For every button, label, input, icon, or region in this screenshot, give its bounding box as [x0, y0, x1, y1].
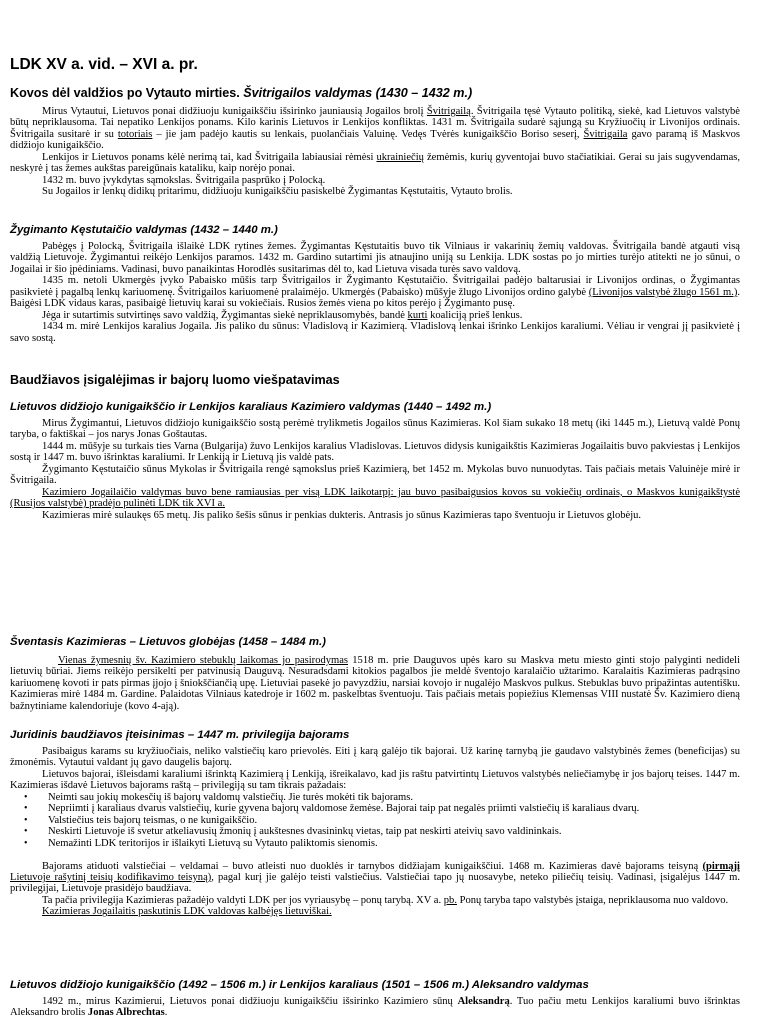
paragraph: Su Jogailos ir lenkų didikų pritarimu, didžiuoju kunigaikščiu pasiskelbė Žygimantas Kęstutaitis, Vytauto brolis. [42, 186, 513, 198]
text-run: Ponų taryba tapo valstybės įstaiga, nepriklausoma nuo valdovo. [456, 894, 729, 906]
document-title: LDK XV a. vid. – XVI a. pr. [10, 56, 198, 73]
text-run: . [164, 1007, 168, 1019]
text-run: koaliciją prieš lenkus. [427, 309, 523, 321]
section-body-zygimantas [10, 241, 740, 344]
underlined-text: ukrainiečių [376, 151, 424, 163]
underlined-text: Švitrigailą [426, 106, 471, 117]
paragraph [10, 310, 740, 321]
underlined-text: kurti [407, 309, 428, 321]
section-body-kovos [10, 106, 740, 198]
section-heading-zygimantas: Žygimanto Kęstutaičio valdymas (1432 – 1440 m.) [10, 224, 278, 236]
list-item: • Nepriimti į karaliaus dvarus valstiečių, kurie gyvena bajorų valdomose žemėse. Bajorai taip pat negalės priimti valstiečių iš karaliaus dvarų. [38, 803, 740, 814]
section-body-kazimieras [10, 418, 740, 521]
paragraph: Pasibaigus karams su kryžiuočiais, neliko valstiečių karo prievolės. Eiti į karą galėjo tik bajorai. Už karinę tarnybą jie gaudavo valstybinės žemes (beneficijas) su žmonėmis. Vytautui valdant jų gavo daugelis bajorų. [10, 746, 740, 769]
paragraph [10, 152, 740, 175]
paragraph [10, 861, 740, 895]
text-run: Mirus Vytautui, Lietuvos ponai didžiuoju kunigaikščiu išsirinko jauniausią Jogailos brolį [42, 106, 427, 117]
underlined-bold-text: (pirmąjį [702, 860, 740, 872]
paragraph: 1444 m. mūšyje su turkais ties Varna (Bulgarija) žuvo Lenkijos karalius Vladislovas. Lietuvos didysis kunigaikštis Kazimieras Jogailaitis buvo pakviestas į Lenkijos sostą ir 1447 m. buvo išrinktas karaliumi. Ir Lenkiją ir Lietuvą jis valdė pats. [10, 440, 740, 464]
spacer [10, 849, 740, 860]
paragraph [10, 895, 740, 906]
text-run: Ta pačia privilegija Kazimieras pažadėjo valdyti LDK per jos vyriausybę – ponų tarybą. XV a. [42, 894, 444, 906]
section-heading-juridinis: Juridinis baudžiavos įteisinimas – 1447 m. privilegija bajorams [10, 729, 350, 741]
text-run: . Baigėsi LDK vidaus karas, pasibaigė lietuvių karai su vokiečiais. Rusios žemės viena po kitos perėjo į Žygimanto pusę. [10, 286, 740, 310]
underlined-text: Lietuvoje rašytinį teisių kodifikavimo teisyną) [10, 871, 212, 883]
paragraph: Kazimieras mirė sulaukęs 65 metų. Jis paliko šešis sūnus ir penkias dukteris. Antrasis jo sūnus Kazimieras tapo šventuoju ir Lietuvos globėju. [42, 509, 642, 521]
section-body-juridinis [10, 746, 740, 918]
paragraph [10, 655, 740, 712]
text-run: 1518 m. prie Dauguvos upės karo su Maskva metu miesto ginti stojo palyginti nedideli lietuvių būriai. Jiems reikėjo persikelti per patvinusią Dauguvą. Nesuradsdami kitokios pagalbos jie meldė šventojo karalaičio užtarimo. Karalaitis Kazimieras padrąsino kariuomenę kovoti ir pats pirmas įjojo į šniokščiančią upę. Lietuviai pasekė jo pavyzdžiu, narsiai kovojo ir nugalėjo Maskvos pulkus. Stebuklas buvo pripažintas autentišku. Kazimieras mirė 1484 m. Gardine. Palaidotas Vilniaus katedroje ir 1602 m. paskelbtas šventuoju. Tais pačiais metais popiežius Klemensas VIII nustatė Šv. Kazimiero dieną bažnytiniame kalendoriuje (kovo 4-ają). [10, 655, 740, 712]
text-run: 1492 m., mirus Kazimierui, Lietuvos ponai didžiuoju kunigaikščiu išsirinko Kazimiero sūnų [42, 996, 458, 1007]
paragraph: Žygimanto Kęstutaičio sūnus Mykolas ir Švitrigaila rengė sąmokslus prieš Kazimierą, bet 1452 m. Mykolas buvo nunuodytas. Tais pačiais metais Valuinėje mirė ir Švitrigaila. [10, 463, 740, 487]
text-run: žemėmis, kurių gyventojai buvo stačiatikiai. Gerai su jais sugyvendamas, neskyrė į tas žemes aukštas pareigūnais kataliku, kaip norėjo ponai. [10, 151, 740, 175]
text-run: . Švitrigaila tęsė Vytauto politiką, siekė, kad Lietuvos valstybė būtų nepriklausoma. Tai nepatiko Lenkijos ponams. Kilo karinis Lietuvos ir Lenkijos konfliktas. 1431 m. Švitrigaila sudarė sąjungą su Kryžiuočių ir Livonijos ordinais. Švitrigaila susitarė ir su [10, 106, 740, 140]
section-heading-aleksandras: Lietuvos didžiojo kunigaikščio (1492 – 1506 m.) ir Lenkijos karaliaus (1501 – 1506 m.) Aleksandro valdymas [10, 979, 589, 991]
paragraph: Lietuvos bajorai, išleisdami karaliumi išrinktą Kazimierą į Lenkiją, išreikalavo, kad jis raštu patvirtintų Lietuvos valstybės neliečiamybę ir jos bajorų teises. 1447 m. Kazimieras išdavė Lietuvos bajorams raštą – privilegiją su tam tikrais pažadais: [10, 768, 740, 792]
section-heading-kovos [10, 86, 472, 100]
list-item: • Neskirti Lietuvoje iš svetur atkeliavusių žmonių į aukštesnes dvasininkų vietas, taip pat neskirti ateivių savo valdininkais. [38, 826, 740, 837]
text-run: Bajorams atiduoti valstiečiai – veldamai – buvo atleisti nuo duoklės ir tarnybos didžiajam kunigaikščiui. 1468 m. Kazimieras davė bajorams teisyną [42, 860, 703, 872]
section-heading-kazimieras: Lietuvos didžiojo kunigaikščio ir Lenkijos karaliaus Kazimiero valdymas (1440 – 1492 m.) [10, 401, 492, 413]
section-body-aleksandras [10, 996, 740, 1019]
paragraph: Pabėgęs į Polocką, Švitrigaila išlaikė LDK rytines žemes. Žygimantas Kęstutaitis buvo tik Vilniaus ir vakarinių žemių valdovas. Švitrigaila bandė atgauti visą valdžią Lietuvoje. Žygimantui reikėjo Lenkijos paramos. 1432 m. Gardino sutartimi jis atnaujino uniją su Lenkija. LDK sostas po jo mirties turėjo atitekti ne jo sūnui, o Jogailai ir šio įpėdiniams. Vadinasi, buvo panaikintas Horodlės susitarimas dėl to, kad Lietuva visada turės savo valdovą. [10, 241, 740, 275]
underlined-text: Kazimieras Jogailaitis paskutinis LDK valdovas kalbėjęs lietuviškai. [42, 906, 332, 918]
heading-italic-text: Švitrigailos valdymas (1430 – 1432 m.) [243, 86, 473, 100]
list-item: • Valstiečius teis bajorų teismas, o ne kunigaikščio. [38, 815, 740, 826]
privilege-list [10, 792, 740, 849]
underlined-text: Vienas žymesnių šv. Kazimiero stebuklų laikomas jo pasirodymas [58, 655, 349, 666]
underlined-text: totoriais [117, 128, 153, 140]
paragraph [10, 996, 740, 1019]
paragraph [10, 275, 740, 309]
text-run: 1435 m. netoli Ukmergės įvyko Pabaisko mūšis tarp Švitrigailos ir Žygimanto Kęstutaičio. Švitrigailai padėjo baltarusiai ir Livonijos ordinas, o Žygimantas pasikvietė į pagalbą lenkų kariuomenę. Švitrigailos kariuomenė pralaimėjo. Ukmergės (Pabaisko) mūšyje žlugo Livonijos ordino galybė [10, 275, 740, 298]
paragraph [10, 906, 740, 917]
underlined-text: pb. [443, 894, 457, 906]
text-run: – jie jam padėjo kautis su lenkais, puolančiais Valuinę. Vedęs Tvėrės kunigaikščio Boriso seserį, [152, 128, 584, 140]
paragraph: Mirus Žygimantui, Lietuvos didžiojo kunigaikščio sostą perėmė trylikmetis Jogailos sūnus Kazimieras. Kol šiam sukako 18 metų (iki 1445 m.), Lietuvą valdė Ponų taryba, o faktiškai – jos narys Jonas Goštautas. [10, 418, 740, 441]
text-run: gavo paramą iš Maskvos didžiojo kunigaikščio. [10, 128, 740, 152]
list-item: • Neimti sau jokių mokesčių iš bajorų valdomų valstiečių. Jie turės mokėti tik bajorams. [38, 792, 740, 803]
list-item: • Nemažinti LDK teritorijos ir išlaikyti Lietuvą su Vytauto paliktomis sienomis. [38, 838, 740, 849]
heading-text: Kovos dėl valdžios po Vytauto mirties. [10, 86, 244, 100]
bold-text: Jonas Albrechtas [87, 1007, 165, 1019]
paragraph: 1434 m. mirė Lenkijos karalius Jogaila. Jis paliko du sūnus: Vladislovą ir Kazimierą. Vladislovą lenkai išrinko Lenkijos karaliumi. Vėliau ir vengrai jį pasikvietė į savo sostą. [10, 321, 740, 344]
underlined-text: (Livonijos valstybė žlugo 1561 m.) [588, 286, 738, 298]
text-run: . Tuo pačiu metu Lenkijos karaliumi buvo išrinktas Aleksandro brolis [10, 996, 740, 1019]
paragraph [10, 106, 740, 152]
underlined-text: Švitrigaila [583, 128, 628, 140]
text-run: Jėga ir sutartimis sutvirtinęs savo valdžią, Žygimantas siekė nepriklausomybės, bandė [42, 309, 408, 321]
text-run: Lenkijos ir Lietuvos ponams kėlė nerimą tai, kad Švitrigaila labiausiai rėmėsi [42, 151, 377, 163]
paragraph [10, 487, 740, 510]
section-body-sventasis-kazimieras [10, 655, 740, 712]
section-heading-sventasis-kazimieras: Šventasis Kazimieras – Lietuvos globėjas (1458 – 1484 m.) [10, 636, 326, 648]
bold-text: Aleksandrą [457, 996, 510, 1007]
paragraph: 1432 m. buvo įvykdytas sąmokslas. Švitrigaila pasprūko į Polocką. [42, 174, 326, 186]
underlined-text: Kazimiero Jogailaičio valdymas buvo bene ramiausias per visą LDK laikotarpį: jau buvo pasibaigusios kovos su vokiečių ordinais, o Maskvos kunigaikštystė (Rusijos valstybė) pradėjo pulinėti LDK tik XVI a. [10, 486, 740, 510]
section-heading-baudziava: Baudžiavos įsigalėjimas ir bajorų luomo viešpatavimas [10, 373, 340, 387]
text-run: , pagal kurį jie galėjo teisti valstiečius. Valstiečiai tapo jų nuosavybe, neteko piliečių teisių. Vadinasi, įsigalėjus 1447 m. privilegijai, Lietuvoje prasidėjo baudžiava. [10, 871, 740, 895]
